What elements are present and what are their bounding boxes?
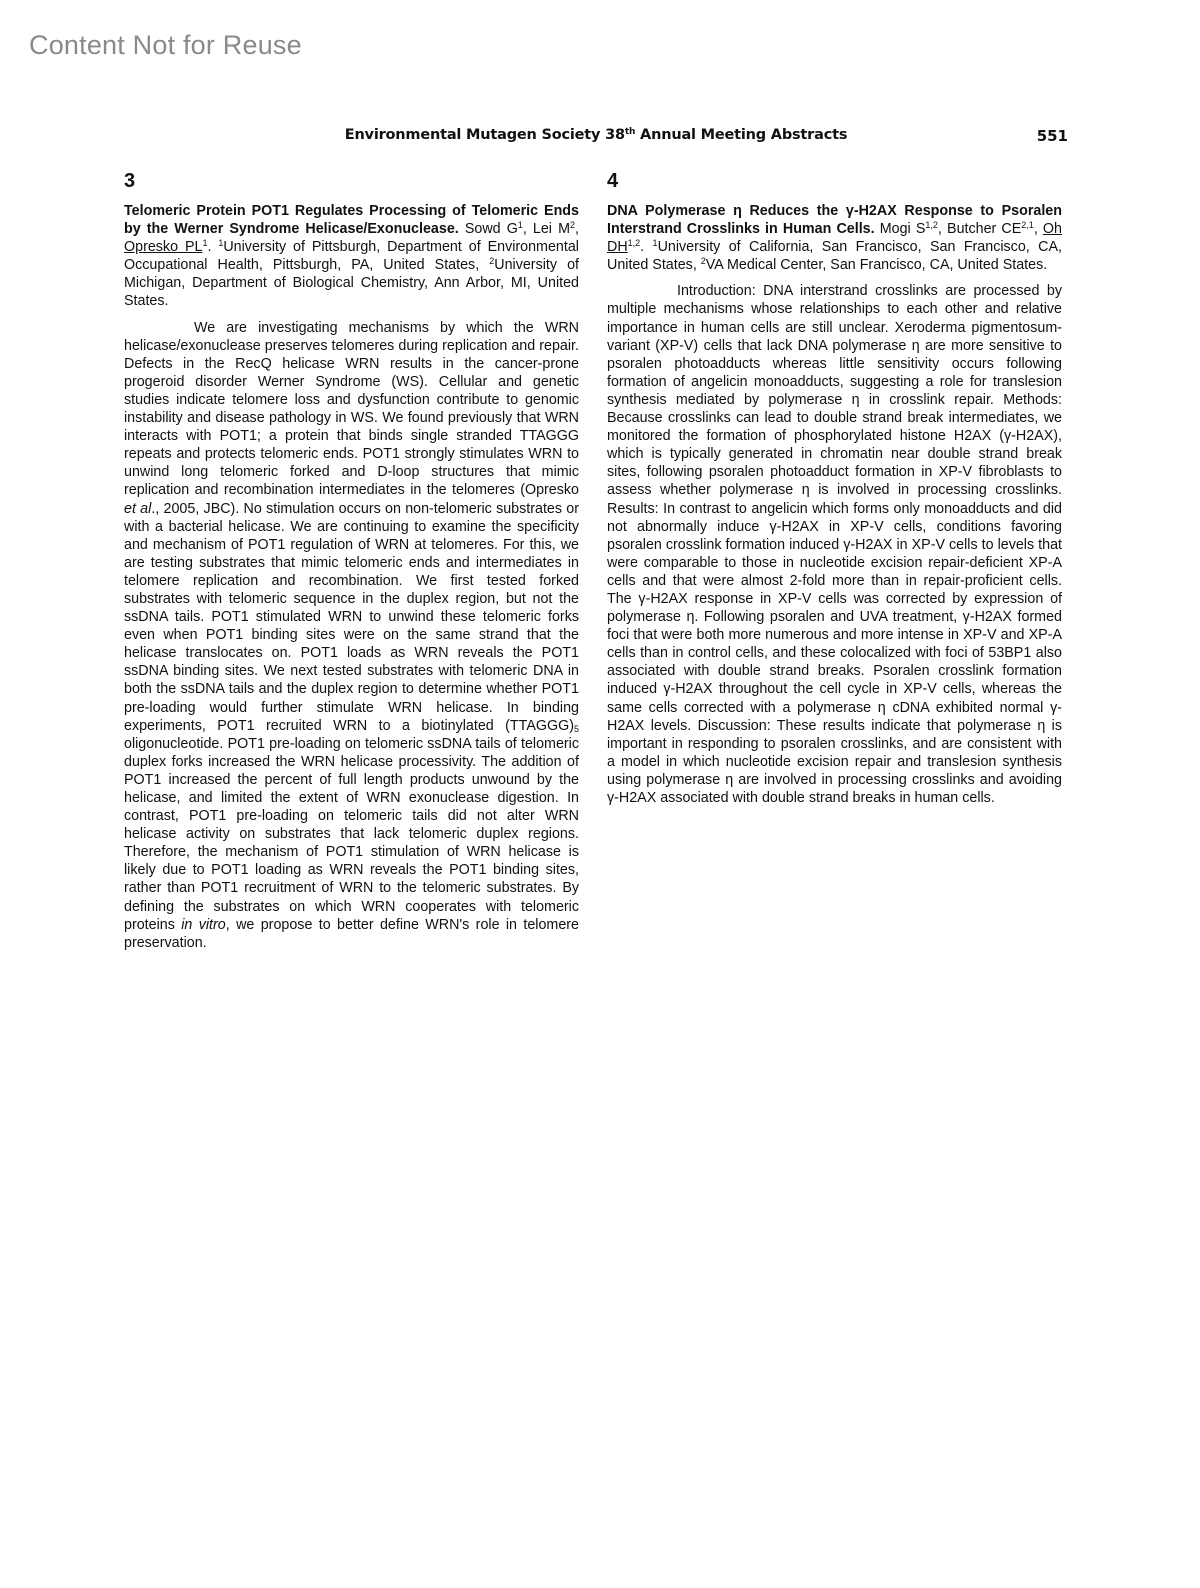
presenting-author: Opresko PL: [124, 239, 203, 256]
abstract-3: [124, 170, 579, 952]
abstract-header: Telomeric Protein POT1 Regulates Processing of Telomeric Ends by the Werner Syndrome Helicase/Exonuclease. Sowd $G^1$, Lei $M^2$, Opresko $PL^1$. $^1$University of Pittsburgh, Department of Environmental Occupational Health, Pittsburgh, PA, United States, $^2$University of Michigan, Department of Biological Chemistry, Ann Arbor, MI, United States.: [124, 203, 579, 310]
affiliation: University of California, San Francisco, San Francisco, CA, United States,: [607, 239, 1062, 274]
abstract-body: Introduction: DNA interstrand crosslinks are processed by multiple mechanisms whose relationships to each other and relative importance in human cells are still unclear. Xeroderma pigmentosum-variant (XP-V) cells that lack DNA polymerase η are more sensitive to psoralen photoadducts whereas little sensitivity occurs following formation of angelicin monoadducts, suggesting a role for translesion synthesis mediated by polymerase η in crosslink repair. Methods: Because crosslinks can lead to double strand break intermediates, we monitored the formation of phosphorylated histone H2AX (γ-H2AX), which is typically generated in chromatin near double strand break sites, following psoralen photoadduct formation in XP-V fibroblasts to assess whether polymerase η is involved in processing crosslinks. Results: In contrast to angelicin which forms only monoadducts and did not abnormally induce γ-H2AX in XP-V cells, conditions favoring psoralen crosslink formation induced γ-H2AX in XP-V cells to levels that were comparable to those in nucleotide excision repair-deficient XP-A cells and that were almost 2-fold more than in repair-proficient cells. The γ-H2AX response in XP-V cells was corrected by expression of polymerase η. Following psoralen and UVA treatment, γ-H2AX formed foci that were both more numerous and more intense in XP-V and XP-A cells than in control cells, and these colocalized with foci of 53BP1 also associated with double strand breaks. Psoralen crosslink formation induced γ-H2AX throughout the cell cycle in XP-V cells, whereas the same cells corrected with a polymerase η cDNA exhibited normal γ-H2AX levels. Discussion: These results indicate that polymerase η is important in responding to psoralen crosslinks, and are consistent with a model in which nucleotide excision repair and translesion synthesis using polymerase η are involved in processing crosslinks and avoiding γ-H2AX associated with double strand breaks in human cells.: [607, 283, 1062, 806]
page-number: 551: [1036, 127, 1068, 145]
presenting-author: Oh DH: [607, 221, 1062, 256]
abstract-4: [607, 170, 1062, 807]
abstract-title: DNA Polymerase η Reduces the γ-H2AX Response to Psoralen Interstrand Crosslinks in Human Cells.: [607, 203, 1062, 238]
author: Mogi S: [879, 221, 926, 238]
author: Lei M: [532, 221, 570, 238]
affiliation: University of Michigan, Department of Biological Chemistry, Ann Arbor, MI, United States.: [124, 257, 579, 310]
watermark: Content Not for Reuse: [29, 30, 302, 60]
abstract-title: Telomeric Protein POT1 Regulates Processing of Telomeric Ends by the Werner Syndrome Helicase/Exonuclease.: [124, 203, 579, 238]
abstract-header: DNA Polymerase η Reduces the γ-H2AX Response to Psoralen Interstrand Crosslinks in Human Cells. Mogi S$^{1,2}$, Butcher CE$^{2,1}$, Oh DH$^{1,2}$. $^1$University of California, San Francisco, San Francisco, CA, United States, $^2$VA Medical Center, San Francisco, CA, United States.: [607, 203, 1062, 274]
abstract-number: 4: [607, 170, 619, 192]
author: Butcher CE: [947, 221, 1022, 238]
author: Sowd G: [464, 221, 518, 238]
running-header: [124, 127, 1068, 149]
affiliation: University of Pittsburgh, Department of Environmental Occupational Health, Pittsburgh, PA, United States,: [124, 239, 579, 274]
affiliation: VA Medical Center, San Francisco, CA, United States.: [705, 257, 1048, 274]
abstract-body: We are investigating mechanisms by which the WRN helicase/exonuclease preserves telomeres during replication and repair. Defects in the RecQ helicase WRN results in the cancer-prone progeroid disorder Werner Syndrome (WS). Cellular and genetic studies indicate telomere loss and dysfunction contribute to genomic instability and disease pathology in WS. We found previously that WRN interacts with POT1; a protein that binds single stranded TTAGGG repeats and protects telomeric ends. POT1 strongly stimulates WRN to unwind long telomeric forked and D-loop structures that mimic replication and recombination intermediates in the telomeres (Opresko et al., 2005, JBC). No stimulation occurs on non-telomeric substrates or with a bacterial helicase. We are continuing to examine the specificity and mechanism of POT1 regulation of WRN at telomeres. For this, we are testing substrates that mimic telomeric ends and intermediates in telomere replication and recombination. We first tested forked substrates with telomeric sequence in the duplex region, but not the ssDNA tails. POT1 stimulated WRN to unwind these telomeric forks even when POT1 binding sites were on the same strand that the helicase translocates on. POT1 loads as WRN reveals the POT1 ssDNA binding sites. We next tested substrates with telomeric DNA in both the ssDNA tails and the duplex region to determine whether POT1 pre-loading would further stimulate WRN helicase. In binding experiments, POT1 recruited WRN to a biotinylated $(TTAGGG)_5$ oligonucleotide. POT1 pre-loading on telomeric ssDNA tails of telomeric duplex forks increased the WRN helicase processivity. The addition of POT1 increased the percent of full length products unwound by the helicase, and limited the extent of WRN exonuclease digestion. In contrast, POT1 pre-loading on telomeric tails did not alter WRN helicase activity on substrates that lack telomeric duplex regions. Therefore, the mechanism of POT1 stimulation of WRN helicase is likely due to POT1 loading as WRN reveals the POT1 binding sites, rather than POT1 recruitment of WRN to the telomeric substrates. By defining the substrates on which WRN cooperates with telomeric proteins in vitro, we propose to better define WRN's role in telomere preservation.: [124, 319, 580, 951]
journal-title: Environmental Mutagen Society 38th Annual Meeting Abstracts: [344, 127, 848, 143]
abstract-number: 3: [124, 170, 136, 192]
